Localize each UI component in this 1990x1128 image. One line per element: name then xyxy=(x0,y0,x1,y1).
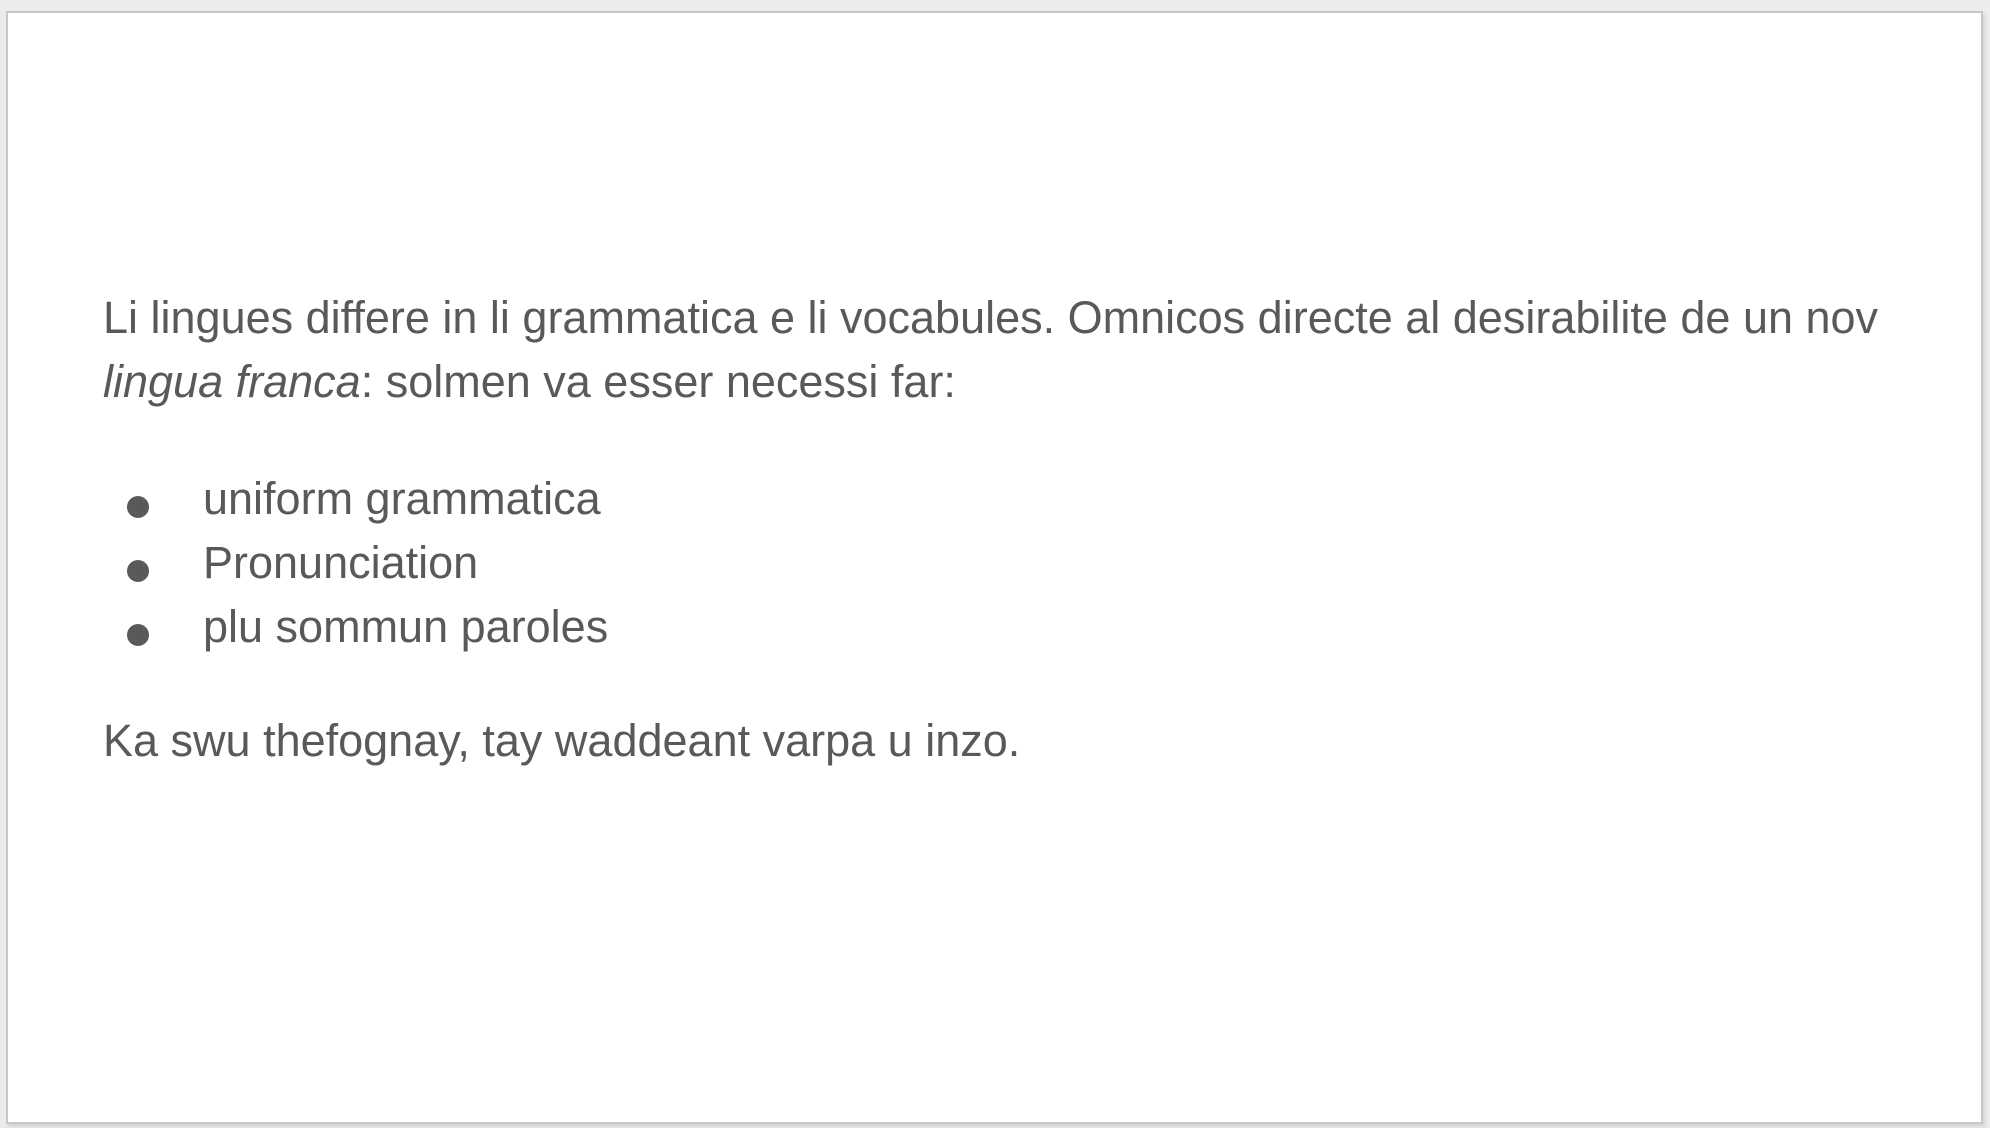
bullet-dot-icon xyxy=(127,624,149,646)
intro-text-italic: lingua franca xyxy=(103,356,361,407)
slide-text-box[interactable] xyxy=(103,286,1918,773)
list-item xyxy=(203,531,1918,595)
list-item-label: uniform grammatica xyxy=(203,473,601,524)
bullet-list xyxy=(103,467,1918,659)
list-item-label: Pronunciation xyxy=(203,537,479,588)
bullet-dot-icon xyxy=(127,560,149,582)
list-item-label: plu sommun paroles xyxy=(203,601,609,652)
slide-canvas[interactable] xyxy=(6,11,1983,1124)
list-item xyxy=(203,595,1918,659)
closing-paragraph: Ka swu thefognay, tay waddeant varpa u inzo. xyxy=(103,715,1021,766)
intro-text-part1: Li lingues differe in li grammatica e li vocabules. Omnicos directe al desirabilite de un nov xyxy=(103,292,1879,343)
list-item xyxy=(203,467,1918,531)
intro-text-part2: : solmen va esser necessi far: xyxy=(360,356,956,407)
bullet-dot-icon xyxy=(127,496,149,518)
intro-paragraph xyxy=(103,286,1918,414)
